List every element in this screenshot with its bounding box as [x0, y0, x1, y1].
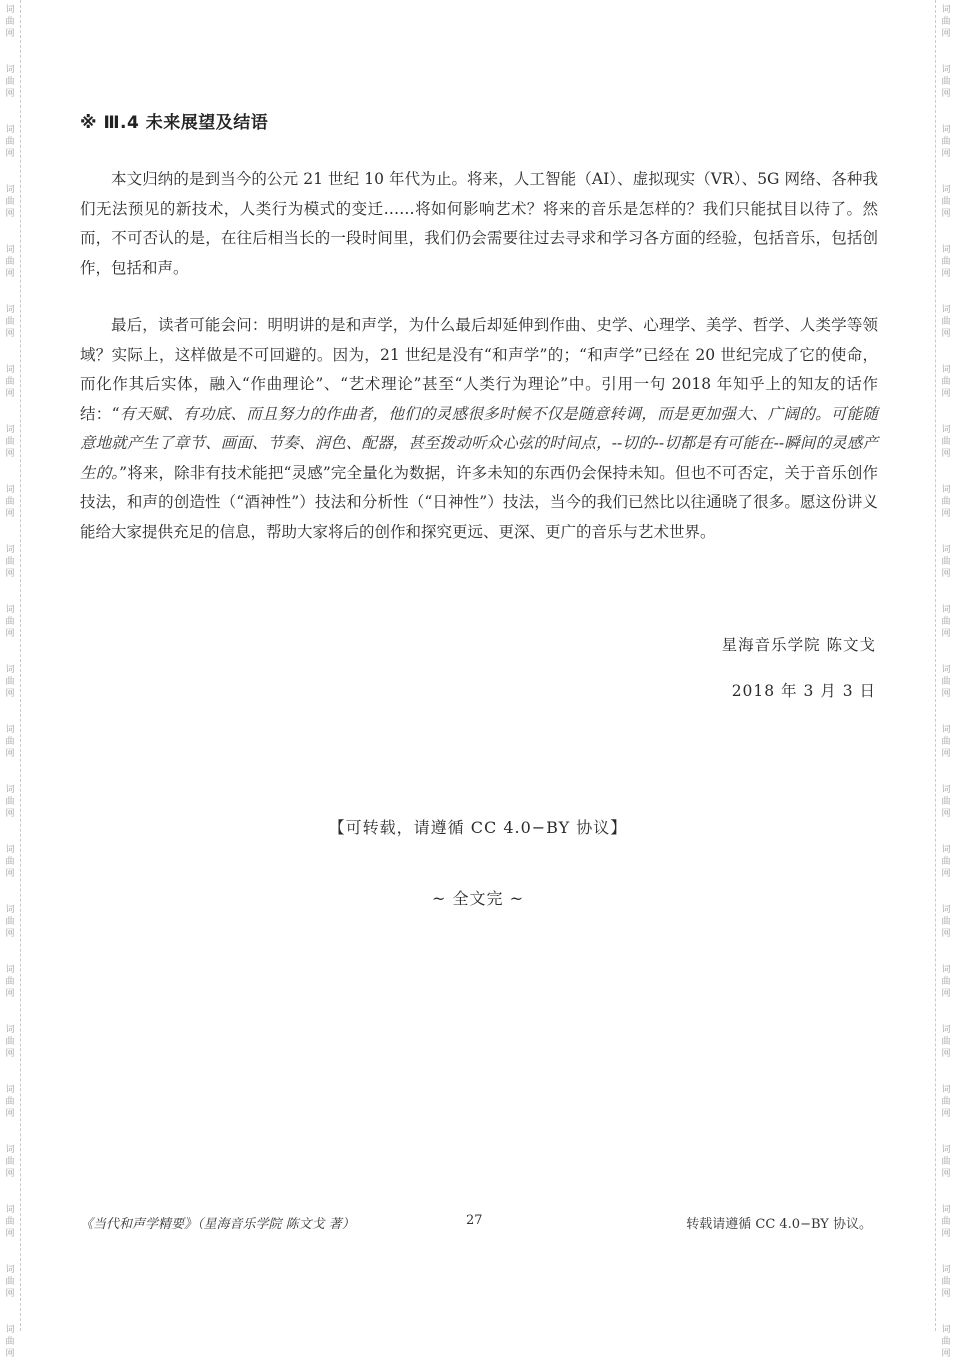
watermark-mark: 词 曲 网	[5, 185, 15, 219]
watermark-mark: 词 曲 网	[941, 485, 951, 519]
watermark-mark: 词 曲 网	[5, 785, 15, 819]
watermark-mark: 词 曲 网	[5, 5, 15, 39]
section-heading: ※ Ⅲ.4 未来展望及结语	[80, 113, 269, 133]
paragraph-conclusion	[80, 311, 878, 547]
author-signature: 星海音乐学院 陈文戈	[721, 636, 876, 654]
footer-license-note: 转载请遵循 CC 4.0−BY 协议。	[686, 1217, 872, 1232]
watermark-mark: 词 曲 网	[5, 605, 15, 639]
watermark-mark: 词 曲 网	[5, 245, 15, 279]
watermark-mark: 词 曲 网	[941, 965, 951, 999]
watermark-mark: 词 曲 网	[5, 425, 15, 459]
watermark-mark: 词 曲 网	[5, 845, 15, 879]
right-margin-watermark	[935, 0, 956, 1359]
watermark-mark: 词 曲 网	[941, 545, 951, 579]
watermark-mark: 词 曲 网	[941, 185, 951, 219]
signature-date: 2018 年 3 月 3 日	[731, 682, 876, 700]
watermark-mark: 词 曲 网	[941, 1145, 951, 1179]
watermark-mark: 词 曲 网	[5, 1265, 15, 1299]
watermark-mark: 词 曲 网	[5, 905, 15, 939]
watermark-mark: 词 曲 网	[5, 1325, 15, 1359]
watermark-mark: 词 曲 网	[5, 965, 15, 999]
watermark-mark: 词 曲 网	[5, 725, 15, 759]
watermark-mark: 词 曲 网	[941, 365, 951, 399]
watermark-mark: 词 曲 网	[5, 545, 15, 579]
watermark-mark: 词 曲 网	[941, 5, 951, 39]
watermark-mark: 词 曲 网	[941, 845, 951, 879]
watermark-mark: 词 曲 网	[941, 125, 951, 159]
watermark-mark: 词 曲 网	[5, 365, 15, 399]
watermark-mark: 词 曲 网	[941, 665, 951, 699]
end-mark: ~ 全文完 ~	[432, 889, 524, 908]
footer-page-number: 27	[466, 1213, 483, 1228]
watermark-mark: 词 曲 网	[941, 1205, 951, 1239]
watermark-mark: 词 曲 网	[941, 65, 951, 99]
watermark-mark: 词 曲 网	[941, 905, 951, 939]
paragraph-conclusion-start: 最后，读者可能会问：明明讲的是和声学，为什么最后却延伸到作曲、史学、心理学、美学、哲学、人类学等领域？实际上，这样做是不可回避的。因为，21 世纪是没有“和声学”的；“和声学”已经在 20 世纪完成了它的使命，而化作其后实体，融入“作曲理论”、“艺术理论”甚至“人类行为理论”中。引用一句 2018 年知乎上的知友的话作结：“	[80, 316, 878, 423]
watermark-mark: 词 曲 网	[5, 1145, 15, 1179]
watermark-mark: 词 曲 网	[941, 305, 951, 339]
footer-book-title: 《当代和声学精要》（星海音乐学院 陈文戈 著）	[80, 1217, 355, 1232]
watermark-mark: 词 曲 网	[941, 785, 951, 819]
watermark-mark: 词 曲 网	[5, 65, 15, 99]
watermark-mark: 词 曲 网	[5, 485, 15, 519]
watermark-mark: 词 曲 网	[941, 245, 951, 279]
watermark-mark: 词 曲 网	[941, 1025, 951, 1059]
watermark-mark: 词 曲 网	[941, 605, 951, 639]
left-margin-watermark	[0, 0, 21, 1359]
watermark-mark: 词 曲 网	[5, 665, 15, 699]
watermark-mark: 词 曲 网	[5, 125, 15, 159]
watermark-mark: 词 曲 网	[5, 1205, 15, 1239]
watermark-mark: 词 曲 网	[5, 1085, 15, 1119]
watermark-mark: 词 曲 网	[941, 1325, 951, 1359]
license-notice: 【可转载，请遵循 CC 4.0−BY 协议】	[328, 818, 628, 837]
watermark-mark: 词 曲 网	[5, 1025, 15, 1059]
paragraph-future-outlook: 本文归纳的是到当今的公元 21 世纪 10 年代为止。将来，人工智能（AI）、虚拟现实（VR）、5G 网络、各种我们无法预见的新技术，人类行为模式的变迁……将如何影响艺术？将来的音乐是怎样的？我们只能拭目以待了。然而，不可否认的是，在往后相当长的一段时间里，我们仍会需要往过去寻求和学习各方面的经验，包括音乐，包括创作，包括和声。	[80, 170, 878, 277]
watermark-mark: 词 曲 网	[941, 725, 951, 759]
paragraph-conclusion-end: ”将来，除非有技术能把“灵感”完全量化为数据，许多未知的东西仍会保持未知。但也不可否定，关于音乐创作技法，和声的创造性（“酒神性”）技法和分析性（“日神性”）技法，当今的我们已然比以往通晓了很多。愿这份讲义能给大家提供充足的信息，帮助大家将后的创作和探究更远、更深、更广的音乐与艺术世界。	[80, 463, 878, 541]
zhihu-quote: 有天赋、有功底、而且努力的作曲者，他们的灵感很多时候不仅是随意转调，而是更加强大、广阔的。可能随意地就产生了章节、画面、节奏、润色、配器，甚至拨动听众心弦的时间点，--切的--切都是有可能在--瞬间的灵感产生的。	[80, 404, 878, 482]
watermark-mark: 词 曲 网	[941, 1085, 951, 1119]
watermark-mark: 词 曲 网	[941, 1265, 951, 1299]
watermark-mark: 词 曲 网	[5, 305, 15, 339]
watermark-mark: 词 曲 网	[941, 425, 951, 459]
